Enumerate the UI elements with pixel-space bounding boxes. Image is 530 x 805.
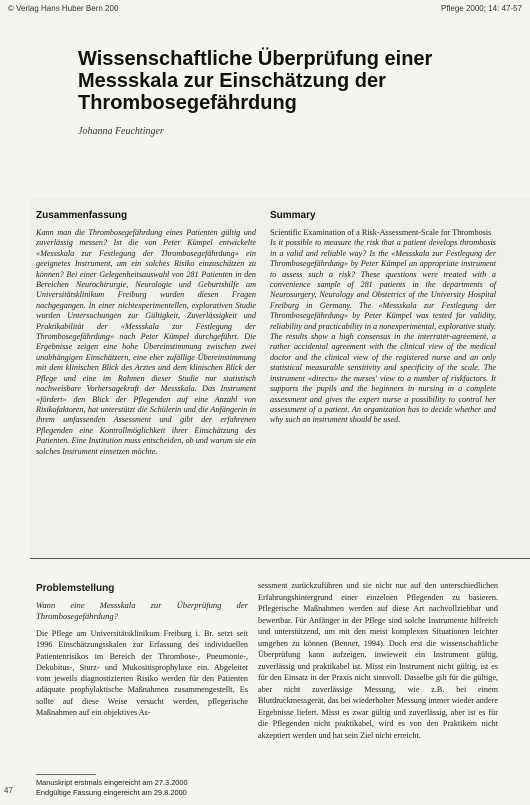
publisher-line: © Verlag Hans Huber Bern 200 [8, 4, 119, 13]
section-heading: Problemstellung [36, 583, 115, 594]
abstract-en-heading: Summary [270, 210, 316, 221]
article-title: Wissenschaftliche Überprüfung einer Messskala zur Einschätzung der Thrombosegefährdung [78, 48, 433, 114]
abstract-de-paragraph: Kann man die Thrombosegefährdung eines Patienten gültig und zuverlässig messen? Ist die von Peter Kümpel entwickelte «Messskala zur Festlegung der Thrombosegefährdung» ein geeignetes Instrument, um ein solches Risiko einzuschätzen zu können? Bei einer Gelegenheitsauswahl von 281 Patienten in den Bereichen Neurochirurgie, Neurologie und Geburtshilfe am Universitätsklinikum Freiburg wurden diesen Fragen nachgegangen. In einer nichtexperimentellen, explorativen Studie wurden Untersuchungen zur Gültigkeit, Zuverlässigkeit und Praktikabilität der «Messskala zur Festlegung der Thrombosegefährdung» nach Peter Kümpel durchgeführt. Die Ergebnisse zeigen eine hohe Übereinstimmung zwischen zwei unabhängigen Einschätzern, eine eher zufällige Übereinstimmung mit dem klinischen Blick des Arztes und dem klinischen Blick der Pflege und eine im Rahmen dieser Studie nur statistisch nachweisbare Vorhersagekraft der Messskala. Das Instrument «fördert» den Blick der Pflegenden auf eine Anzahl von Risikofaktoren, hat unterstützt die Schülerin und die Anfängerin in ihrem umfassenden Assessment und gibt der erfahrenen Pflegenden eine Kontrollmöglichkeit ihrer Einschätzung des Patienten. Eine Institution muss entscheiden, ob und warum sie ein solches Instrument einsetzen möchte. [36, 228, 256, 456]
abstract-en-intro: Scientific Examination of a Risk-Assessment-Scale for Thrombosis [270, 228, 492, 237]
footnote-final: Endgültige Fassung eingereicht am 29.8.2000 [36, 788, 187, 797]
author-name: Johanna Feuchtinger [78, 126, 164, 137]
footnote-rule [36, 774, 96, 775]
abstract-de-heading: Zusammenfassung [36, 210, 128, 221]
section-question: Wann eine Messskala zur Überprüfung der Thrombosegefährdung? [36, 600, 248, 621]
abstract-en-text [270, 228, 496, 426]
abstract-de-text [36, 228, 256, 457]
body-left-column: Die Pflege am Universitätsklinikum Freiburg i. Br. setzt seit 1996 Einschätzungsskalen zur Erfassung des individuellen Patientenrisikos im Bereich der Thrombose-, Pneumonie-, Dekubitus-, Sturz- und Mukositisprophylaxe ein. Abgeleitet vom jeweils diagnostizierten Risiko werden für den Patienten adäquate prophylaktische Maßnahmen zusammengestellt. Es sollte auf diese Weise versucht werden, pflegerische Maßnahmen auf ein objektives As- [36, 629, 248, 718]
page-number: 47 [4, 786, 13, 795]
journal-reference: Pflege 2000; 14: 47-57 [441, 4, 522, 13]
abstract-en-paragraph: Is it possible to measure the risk that a patient develops thrombosis in a valid and reliable way? Is the «Messskala zur Festlegung der Thrombosegefährdung» by Peter Kümpel an appropriate instrument to assess such a risk? These questions were treated with a convenience sample of 281 patients in the departments of Neurosurgery, Neurology and Obstetrics of the University Hospital Freiburg in Germany. The «Messskala zur Festlegung der Thrombosegefährdung» by Peter Kümpel was tested for validity, reliability and practicability in a nonexperimental, explorative study. The results show a high consensus in the interrater-agreement, a rather accidental agreement with the clinical view of the medical doctor and the clinical view of the registered nurse and an only statistical measurable sensitivity and specificity of the scale. The instrument «directs» the nurses' view to a number of riskfactors. It supports the pupils and the beginners in nursing in a complete assessment and gives the expert nurse a possibility to control her assessment of a patient. An organization has to decide whether and why such an instrument should be used. [270, 238, 496, 425]
bottom-rule [30, 558, 530, 559]
footnote-submitted: Manuskript erstmals eingereicht am 27.3.2000 [36, 778, 188, 787]
body-right-column: sessment zurückzuführen und sie nicht nur auf den unterschiedlichen Erfahrungshintergrund einer einzelnen Pflegenden zu basieren. Pflegerische Maßnahmen werden auf diese Art nachvollziehbar und bewertbar. Für Anfänger in der Pflege sind solche Instrumente hilfreich und unterstützend, um mit den meist komplexen Situationen leichter umgehen zu können (Benner, 1994). Doch erst die wissenschaftliche Überprüfung kann aufzeigen, inwieweit ein Instrument gültig, zuverlässig und praktikabel ist. Misst ein Instrument nicht gültig, ist es für den Einsatz in der Praxis nicht sinnvoll. Dasselbe gilt für die gültige, aber nicht zuverlässige Messung, wie z.B. bei einem Blutdruckmessgerät, das bei wiederholter Messung immer wieder andere Ergebnisse liefert. Misst es zwar gültig und zuverlässig, aber ist es für die Pflegenden nicht praktikabel, wird es von den Praktikern nicht akzeptiert werden und hat sein Ziel nicht erreicht. [258, 581, 498, 740]
manuscript-dates [36, 778, 188, 798]
